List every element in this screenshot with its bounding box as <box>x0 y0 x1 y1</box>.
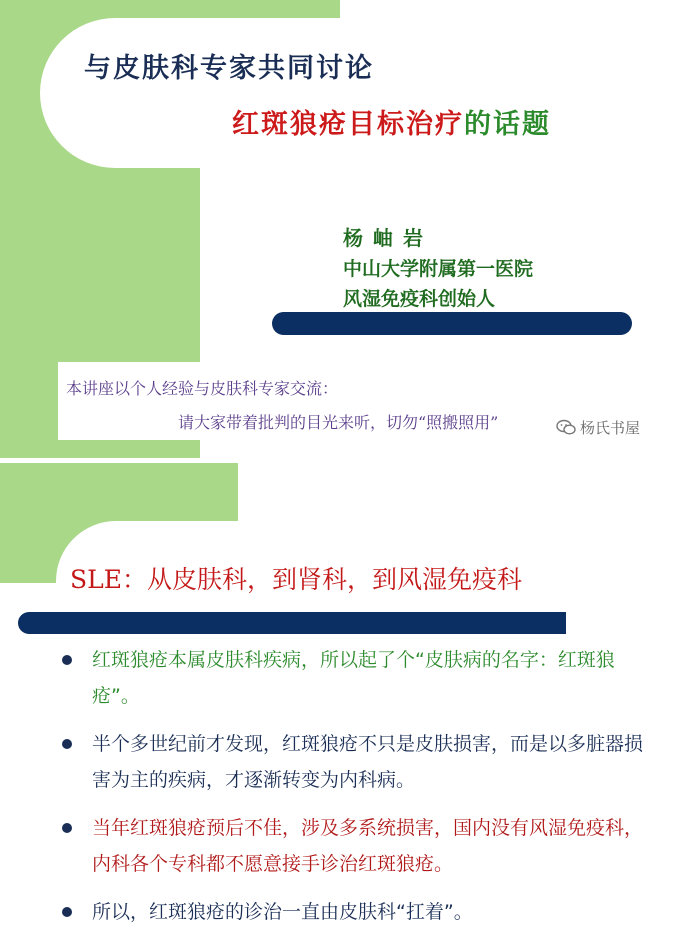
subtitle-red: 红斑狼疮目标治疗 <box>232 109 464 140</box>
bullet-icon <box>62 907 72 917</box>
list-item-text: 当年红斑狼疮预后不佳，涉及多系统损害，国内没有风湿免疫科，内科各个专科都不愿意接手诊治红斑狼疮。 <box>92 817 644 875</box>
watermark-text: 杨氏书屋 <box>580 419 641 437</box>
author-role: 风湿免疫科创始人 <box>343 288 496 310</box>
divider-bar <box>272 312 632 335</box>
lecture-note-line-1: 本讲座以个人经验与皮肤科专家交流： <box>66 379 339 398</box>
lecture-note-line-2: 请大家带着批判的目光来听，切勿“照搬照用” <box>178 413 499 432</box>
list-item <box>56 894 656 930</box>
bullet-icon <box>62 823 72 833</box>
slide-1 <box>0 0 675 458</box>
bullet-icon <box>62 739 72 749</box>
wechat-icon <box>556 419 576 436</box>
list-item-text: 红斑狼疮本属皮肤科疾病，所以起了个“皮肤病的名字：红斑狼疮”。 <box>92 649 615 707</box>
watermark <box>556 417 640 438</box>
subtitle-green: 的话题 <box>464 109 551 140</box>
author-name: 杨岫岩 <box>343 226 433 250</box>
title-underline-bar <box>18 612 566 634</box>
author-hospital: 中山大学附属第一医院 <box>343 258 534 280</box>
bullet-icon <box>62 655 72 665</box>
list-item <box>56 642 656 714</box>
white-title-shape <box>40 18 675 168</box>
page-subtitle <box>232 102 551 141</box>
bullet-list <box>56 642 656 942</box>
list-item-text: 所以，红斑狼疮的诊治一直由皮肤科“扛着”。 <box>92 901 473 923</box>
slide-title: SLE：从皮肤科，到肾科，到风湿免疫科 <box>70 565 522 594</box>
list-item <box>56 810 656 882</box>
list-item-text: 半个多世纪前才发现，红斑狼疮不只是皮肤损害，而是以多脏器损害为主的疾病，才逐渐转变为内科病。 <box>92 733 644 791</box>
list-item <box>56 726 656 798</box>
page-title: 与皮肤科专家共同讨论 <box>84 53 374 84</box>
